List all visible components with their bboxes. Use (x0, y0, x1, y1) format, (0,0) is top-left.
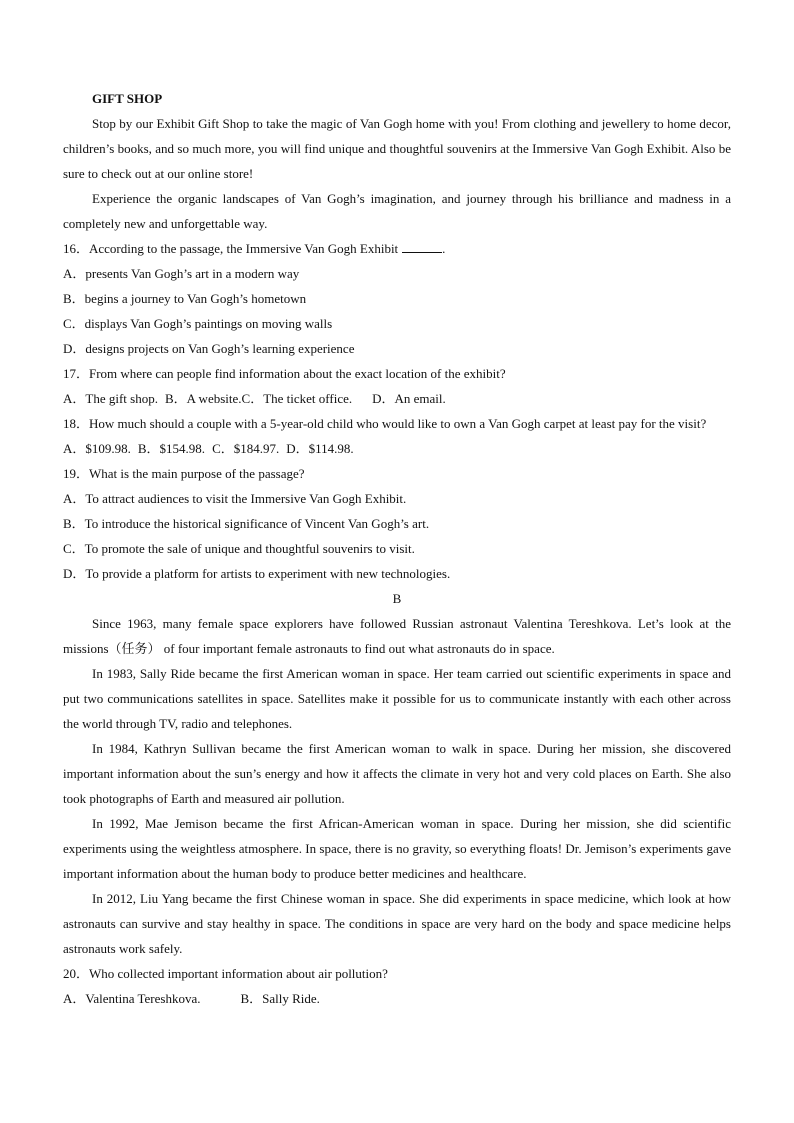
question-18-stem: 18．How much should a couple with a 5-year-old child who would like to own a Van Gogh carpet at least pay for the visit? (63, 416, 707, 431)
answer-blank (402, 238, 442, 253)
question-18-options (63, 436, 731, 461)
question-20-stem: 20．Who collected important information about air pollution? (63, 966, 388, 981)
section-b-paragraph-3: In 1984, Kathryn Sullivan became the first American woman to walk in space. During her mission, she discovered important information about the sun’s energy and how it affects the climate in very hot and very cold places on Earth. She also took photographs of Earth and measured air pollution. (63, 741, 731, 806)
section-b-paragraph-2: In 1983, Sally Ride became the first American woman in space. Her team carried out scientific experiments in space and put two communications satellites in space. Satellites make it possible for us to communicate instantly with each other across the world through TV, radio and telephones. (63, 666, 731, 731)
section-b-paragraph-5: In 2012, Liu Yang became the first Chinese woman in space. She did experiments in space medicine, which look at how astronauts can survive and stay healthy in space. The conditions in space are very hard on the body and space medicine helps astronauts work safely. (63, 891, 731, 956)
question-17-option-b: B．A website. (164, 391, 242, 406)
question-18-option-b: B．$154.98. (137, 441, 206, 456)
question-17-option-a: A．The gift shop. (63, 391, 158, 406)
question-16-option-c: C．displays Van Gogh’s paintings on moving walls (63, 316, 333, 331)
gift-shop-paragraph-2: Experience the organic landscapes of Van Gogh’s imagination, and journey through his brilliance and madness in a completely new and unforgettable way. (63, 191, 731, 231)
gift-shop-title: GIFT SHOP (92, 91, 163, 106)
document-page (63, 86, 731, 1011)
question-19-option-c: C．To promote the sale of unique and thoughtful souvenirs to visit. (63, 541, 415, 556)
question-20-option-a: A．Valentina Tereshkova. (63, 991, 201, 1006)
question-17-stem: 17．From where can people find information about the exact location of the exhibit? (63, 366, 506, 381)
question-19-option-a: A．To attract audiences to visit the Immersive Van Gogh Exhibit. (63, 491, 407, 506)
question-19-stem: 19．What is the main purpose of the passage? (63, 466, 305, 481)
question-20-options (63, 986, 731, 1011)
gift-shop-paragraph-1: Stop by our Exhibit Gift Shop to take the magic of Van Gogh home with you! From clothing and jewellery to home decor, children’s books, and so much more, you will find unique and thoughtful souvenirs at the Immersive Van Gogh Exhibit. Also be sure to check out at our online store! (63, 116, 731, 181)
question-18-option-a: A．$109.98. (63, 441, 131, 456)
question-17-option-d: D．An email. (372, 391, 446, 406)
question-16-option-d: D．designs projects on Van Gogh’s learning experience (63, 341, 355, 356)
section-b-paragraph-4: In 1992, Mae Jemison became the first African-American woman in space. During her mission, she did scientific experiments using the weightless atmosphere. In space, there is no gravity, so everything floats! Dr. Jemison’s experiments gave important information about the human body to produce better medicines and healthcare. (63, 816, 731, 881)
section-b-paragraph-1: Since 1963, many female space explorers have followed Russian astronaut Valentina Tereshkova. Let’s look at the missions（任务） of four important female astronauts to find out what astronauts do in space. (63, 616, 731, 656)
question-20-option-b: B．Sally Ride. (240, 991, 320, 1006)
question-16-stem: 16．According to the passage, the Immersive Van Gogh Exhibit . (63, 236, 731, 261)
question-18-option-c: C．$184.97. (212, 441, 280, 456)
question-19-option-b: B．To introduce the historical significance of Vincent Van Gogh’s art. (63, 516, 430, 531)
question-18-option-d: D．$114.98. (286, 441, 354, 456)
section-b-heading: B (392, 591, 402, 606)
question-17-option-c: C．The ticket office. (241, 391, 353, 406)
question-19-option-d: D．To provide a platform for artists to experiment with new technologies. (63, 566, 451, 581)
question-17-options (63, 386, 731, 411)
question-16-option-b: B．begins a journey to Van Gogh’s hometown (63, 291, 307, 306)
question-16-option-a: A．presents Van Gogh’s art in a modern way (63, 266, 300, 281)
